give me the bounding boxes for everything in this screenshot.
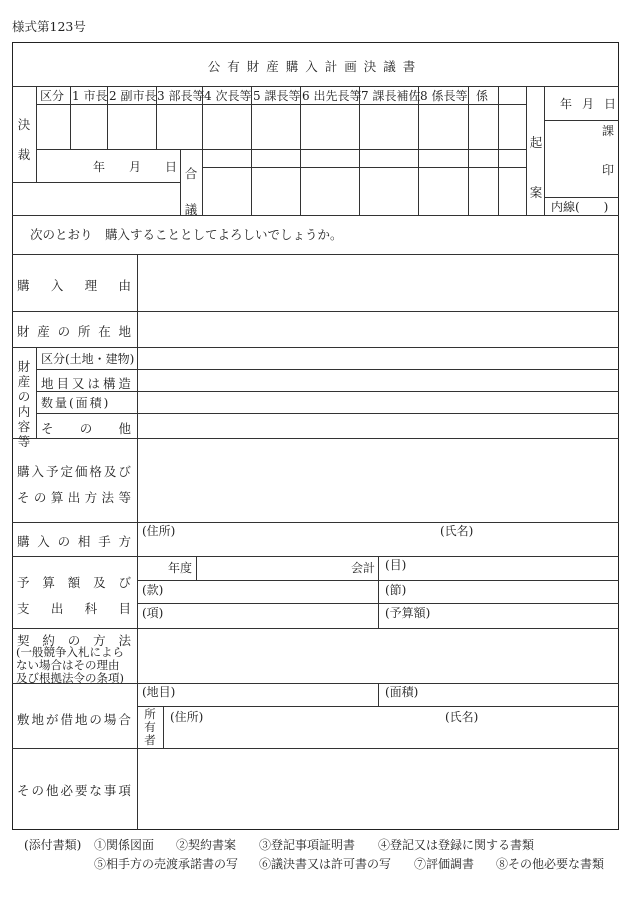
role-branch-chief: 6 出先長等 — [302, 89, 362, 103]
role-section-chief: 5 課長等 — [253, 89, 301, 103]
attachment-6: ⑥議決書又は許可書の写 — [259, 857, 392, 871]
attachment-5: ⑤相手方の売渡承諾書の写 — [94, 857, 239, 871]
kian-date-year: 年 — [560, 97, 573, 111]
price-label-1: 購 入 予 定 価 格 及 び — [17, 464, 131, 479]
budget-moku: (目) — [385, 558, 407, 572]
budget-nendo: 年度 — [168, 561, 193, 575]
kessai-label: 決裁 — [17, 117, 31, 162]
location-label: 財 産 の 所 在 地 — [17, 324, 131, 339]
kian-label: 起案 — [529, 135, 543, 200]
attachment-3: ③登記事項証明書 — [259, 838, 356, 852]
attachment-2: ②契約書案 — [176, 838, 237, 852]
role-vice-mayor: 2 副市長 — [109, 89, 157, 103]
partner-label: 購 入 の 相 手 方 — [17, 534, 131, 549]
lease-chimoku: (地目) — [142, 685, 176, 699]
owner-label: 所有者 — [144, 707, 156, 747]
content-label: 財産の内容等 — [17, 359, 31, 449]
attachment-4: ④登記又は登録に関する書類 — [378, 838, 535, 852]
kian-date-month: 月 — [582, 97, 595, 111]
reason-label: 購 入 理 由 — [17, 278, 131, 293]
budget-amount: (予算額) — [385, 606, 431, 620]
gougi-label: 合議 — [184, 166, 198, 217]
approval-date-year: 年 — [93, 160, 106, 174]
role-director: 3 部長等 — [157, 89, 205, 103]
other-label: そ の 他 必 要 な 事 項 — [17, 783, 131, 798]
content-kubun: 区分(土地・建物) — [41, 352, 135, 366]
budget-kaikei: 会計 — [351, 561, 376, 575]
form-number: 様式第123号 — [12, 19, 86, 34]
budget-kou: (項) — [142, 606, 164, 620]
contract-note-1: (一般競争入札によら — [16, 645, 124, 659]
price-label-2: そ の 算 出 方 法 等 — [17, 490, 131, 505]
content-quantity: 数量(面積) — [41, 396, 111, 410]
role-mayor: 1 市長 — [72, 89, 108, 103]
role-deputy-director: 4 次長等 — [204, 89, 252, 103]
contract-note-3: 及び根拠法令の条項) — [16, 671, 124, 685]
kian-seal-label: 印 — [602, 163, 615, 177]
intro-text: 次のとおり 購入することとしてよろしいでしょうか。 — [30, 227, 343, 242]
content-chimoku: 地 目 又 は 構 造 — [41, 376, 131, 391]
role-staff: 係 — [476, 89, 489, 103]
role-subsection-chief: 8 係長等 — [420, 89, 468, 103]
attachment-1: ①関係図面 — [94, 838, 155, 852]
approval-date-month: 月 — [129, 160, 142, 174]
contract-note-2: ない場合はその理由 — [16, 658, 120, 672]
contract-method-label: 契 約 の 方 法 — [17, 633, 131, 648]
attachments-label: (添付書類) — [24, 838, 82, 852]
kubun-label: 区分 — [40, 89, 65, 103]
owner-name-label: (氏名) — [445, 710, 479, 724]
kian-section-label: 課 — [602, 124, 615, 138]
owner-address-label: (住所) — [170, 710, 204, 724]
kian-date-day: 日 — [604, 97, 617, 111]
role-assistant-chief: 7 課長補佐 — [361, 89, 421, 103]
attachment-8: ⑧その他必要な書類 — [496, 857, 605, 871]
partner-name-label: (氏名) — [440, 524, 474, 538]
budget-kan: (款) — [142, 583, 164, 597]
approval-date-day: 日 — [165, 160, 178, 174]
lease-label: 敷 地 が 借 地 の 場 合 — [17, 712, 131, 727]
partner-address-label: (住所) — [142, 524, 176, 538]
attachment-7: ⑦評価調書 — [414, 857, 475, 871]
budget-label-2: 支 出 科 目 — [17, 601, 131, 616]
content-other: そ の 他 — [41, 421, 131, 436]
form-title: 公有財産購入計画決議書 — [207, 59, 423, 74]
budget-setsu: (節) — [385, 583, 407, 597]
lease-menseki: (面積) — [385, 685, 419, 699]
budget-label-1: 予 算 額 及 び — [17, 575, 131, 590]
kian-extension: 内線( ) — [551, 200, 609, 214]
